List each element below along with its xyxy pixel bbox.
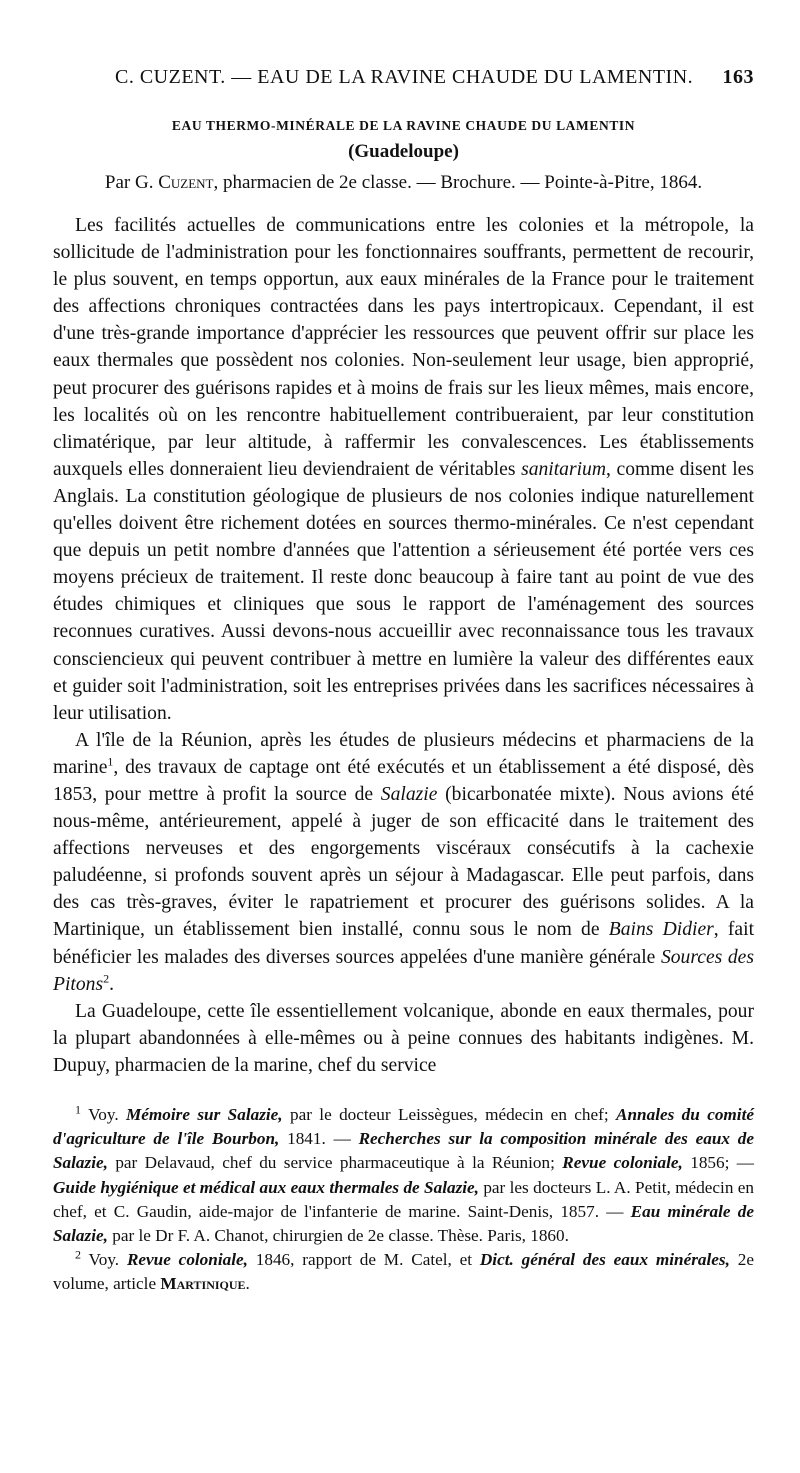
footnote-1-mark: 1 [75, 1102, 81, 1117]
paragraph-1-text: Les facilités actuelles de communications entre les colonies et la métropole, la sollicitude de l'administration pour les fonctionnaires souffrants, permettent de recourir, le plus souvent, en temps opportun, aux eaux minérales de la France pour le traitement des affections chroniques contractées dans les pays intertropicaux. Cependant, il est d'une très-grande importance d'apprécier les ressources que peuvent offrir sur place les eaux thermales que possèdent nos colonies. Non-seulement leur usage, bien approprié, peut procurer des guérisons rapides et à moins de frais sur les lieux mêmes, mais encore, les localités où on les rencontre habituellement contribueraient, par leur constitution climatérique, par leur altitude, à raffermir les convalescences. Les établissements auxquels elles donneraient lieu deviendraient de véritables [53, 215, 754, 480]
italic-bains-didier: Bains Didier [608, 919, 714, 941]
paragraph-2-part-b: , des travaux de captage ont été exécutés et un établissement a été disposé, dès 1853, pour mettre à profit la source de [53, 756, 754, 805]
footnote-1-g: par le Dr F. A. Chanot, chirurgien de 2e classe. Thèse. Paris, 1860. [107, 1226, 569, 1246]
article-title: EAU THERMO-MINÉRALE DE LA RAVINE CHAUDE DU LAMENTIN [171, 118, 636, 133]
byline-author: Cuzent [158, 172, 214, 193]
footnote-2-i2: Dict. général des eaux minérales, [479, 1250, 730, 1270]
footnote-1-b: par le docteur Leissègues, médecin en chef; [282, 1105, 617, 1124]
page-number: 163 [722, 66, 754, 88]
running-head [115, 66, 754, 100]
footnote-ref-1[interactable]: 1 [107, 754, 114, 769]
footnote-1-c: 1841. — [279, 1129, 359, 1149]
article-body [53, 212, 754, 1079]
footnote-1-i6: Eau minérale de Salazie, [53, 1201, 754, 1246]
paragraph-2-part-e: . [109, 973, 114, 995]
footnote-ref-2[interactable]: 2 [103, 971, 110, 986]
footnote-2-b: 1846, rapport de M. Catel, et [247, 1250, 480, 1270]
paragraph-1 [53, 212, 754, 727]
footnote-1-i4: Revue coloniale, [562, 1153, 683, 1173]
footnote-2-a: Voy. [81, 1250, 127, 1270]
article-subtitle: (Guadeloupe) [348, 141, 459, 162]
footnote-1-i1: Mémoire sur Salazie, [126, 1105, 283, 1124]
paragraph-3: La Guadeloupe, cette île essentiellement volcanique, abonde en eaux thermales, pour la plupart abandonnées à elle-mêmes ou à peine connues des habitants indigènes. M. Dupuy, pharmacien de la marine, chef du service [53, 1000, 754, 1076]
footnote-1-e: 1856; — [682, 1153, 754, 1173]
footnote-2-mark: 2 [75, 1247, 81, 1262]
paragraph-2-part-c: (bicarbonatée mixte). Nous avions été nous-même, antérieurement, appelé à juger de son efficacité dans le traitement des affections nerveuses et des engorgements viscéraux consécutifs à la cachexie paludéenne, si profonds souvent après un séjour à Madagascar. Elle peut parfois, dans des cas très-graves, éviter le rapatriement et procurer des guérisons solides. A la Martinique, un établissement bien installé, connu sous le nom de [53, 783, 755, 941]
footnote-2-d: . [245, 1274, 250, 1294]
paragraph-1-italic: sanitarium [521, 458, 606, 480]
footnote-2-smallcaps: Martinique [160, 1274, 246, 1294]
running-head-title: C. CUZENT. — EAU DE LA RAVINE CHAUDE DU LAMENTIN. [115, 66, 694, 88]
footnote-1 [53, 1103, 754, 1248]
italic-sources-des-pitons: Sources des Pitons [53, 946, 754, 995]
footnote-2-i1: Revue coloniale, [126, 1250, 248, 1270]
paragraph-2-part-d: , fait bénéficier les malades des diverses sources appelées d'une manière générale [53, 919, 755, 968]
footnote-1-a: Voy. [81, 1105, 127, 1124]
byline-details: , pharmacien de 2e classe. — Brochure. — Pointe-à-Pitre, 1864. [213, 172, 703, 193]
footnote-2 [53, 1248, 754, 1296]
byline-prefix: Par G. [104, 172, 159, 193]
footnote-1-f: par les docteurs L. A. Petit, médecin en chef, et C. Gaudin, aide-major de l'infanterie de marine. Saint-Denis, 1857. — [53, 1177, 755, 1221]
footnote-1-i2: Annales du comité d'agriculture de l'île Bourbon, [53, 1105, 754, 1149]
footnote-1-i5: Guide hygiénique et médical aux eaux thermales de Salazie, [53, 1177, 479, 1197]
paragraph-2-part-a: A l'île de la Réunion, après les études de plusieurs médecins et pharmaciens de la marine [53, 729, 754, 778]
footnotes [53, 1103, 754, 1297]
footnote-1-i3: Recherches sur la composition minérale des eaux de Salazie, [53, 1129, 755, 1173]
paragraph-1-end: , comme disent les Anglais. La constitution géologique de plusieurs de nos colonies indique naturellement qu'elles doivent être richement dotées en sources thermo-minérales. Ce n'est cependant que depuis un petit nombre d'années que l'attention a sérieusement été portée vers ces moyens précieux de traitement. Il reste donc beaucoup à faire tant au point de vue des études chimiques et cliniques que sous le rapport de l'aménagement des sources reconnues curatives. Aussi devons-nous accueillir avec reconnaissance tous les travaux consciencieux qui peuvent contribuer à mettre en lumière la valeur des différentes eaux et guider soit l'administration, soit les entreprises privées dans les sacrifices nécessaires à leur utilisation. [53, 458, 754, 724]
article-byline [53, 172, 754, 194]
italic-salazie: Salazie [380, 783, 438, 805]
paragraph-2 [53, 727, 754, 998]
footnote-2-c: 2e volume, article [53, 1250, 754, 1294]
footnote-1-d: par Delavaud, chef du service pharmaceutique à la Réunion; [107, 1153, 563, 1173]
